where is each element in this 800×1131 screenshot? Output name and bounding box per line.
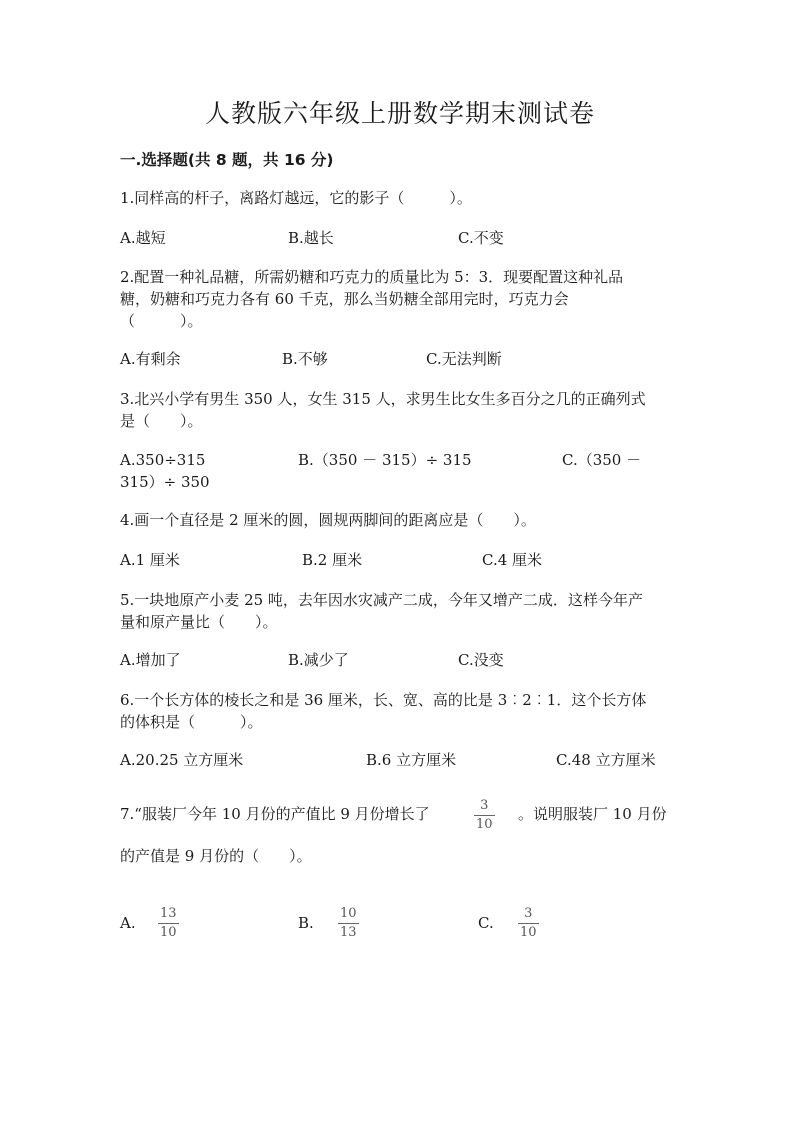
question-1-option-c: C.不变 (458, 229, 504, 247)
fraction-denominator: 10 (520, 925, 537, 940)
question-4-stem: 4.画一个直径是 2 厘米的圆，圆规两脚间的距离应是（ ）。 (120, 511, 536, 529)
question-6-option-a: A.20.25 立方厘米 (120, 751, 244, 769)
question-7-option-b-label: B. (298, 914, 314, 932)
question-4-option-c: C.4 厘米 (482, 551, 543, 569)
question-6-option-c: C.48 立方厘米 (556, 751, 656, 769)
question-3-option-b: B.（350 － 315）÷ 315 (298, 451, 472, 469)
fraction-bar (518, 923, 539, 924)
question-7-option-a-fraction (158, 907, 179, 940)
question-7-option-a-label: A. (120, 914, 136, 932)
question-1-stem: 1.同样高的杆子，离路灯越远，它的影子（ ）。 (120, 189, 472, 207)
question-3-option-c-continued: 315）÷ 350 (120, 473, 210, 491)
question-4-option-b: B.2 厘米 (302, 551, 363, 569)
question-2-option-a: A.有剩余 (120, 350, 181, 368)
question-2-stem-line-2: 糖，奶糖和巧克力各有 60 千克，那么当奶糖全部用完时，巧克力会 (120, 290, 569, 308)
question-3-stem-line-1: 3.北兴小学有男生 350 人，女生 315 人，求男生比女生多百分之几的正确列式 (120, 390, 646, 408)
question-1-option-a: A.越短 (120, 229, 166, 247)
question-5-option-a: A.增加了 (120, 651, 181, 669)
question-6-option-b: B.6 立方厘米 (366, 751, 457, 769)
question-6-stem-line-2: 的体积是（ ）。 (120, 713, 263, 731)
question-7-option-b-fraction (338, 907, 359, 940)
question-3-option-c: C.（350 － (562, 451, 642, 469)
question-5-stem-line-2: 量和原产量比（ ）。 (120, 613, 278, 631)
question-7-option-c-label: C. (478, 914, 494, 932)
page-title: 人教版六年级上册数学期末测试卷 (204, 99, 595, 128)
question-6-stem-line-1: 6.一个长方体的棱长之和是 36 厘米，长、宽、高的比是 3︰2︰1．这个长方体 (120, 691, 647, 709)
question-4-option-a: A.1 厘米 (120, 551, 180, 569)
question-5-option-c: C.没变 (458, 651, 504, 669)
fraction-denominator: 10 (160, 925, 177, 940)
question-7-stem-line-1-pre: 7.“服装厂今年 10 月份的产值比 9 月份增长了 (120, 805, 430, 823)
question-3-stem-line-2: 是（ ）。 (120, 412, 203, 430)
fraction-bar (474, 815, 495, 816)
question-2-stem-line-3: （ ）。 (120, 312, 203, 330)
fraction-denominator: 10 (476, 817, 493, 832)
question-7-fraction (474, 799, 495, 832)
fraction-numerator: 10 (340, 906, 357, 921)
fraction-numerator: 3 (524, 906, 533, 921)
question-5-stem-line-1: 5.一块地原产小麦 25 吨，去年因水灾减产二成，今年又增产二成．这样今年产 (120, 591, 643, 609)
fraction-bar (338, 923, 359, 924)
question-2-option-c: C.无法判断 (426, 350, 502, 368)
fraction-bar (158, 923, 179, 924)
question-2-stem-line-1: 2.配置一种礼品糖，所需奶糖和巧克力的质量比为 5：3．现要配置这种礼品 (120, 268, 624, 286)
question-5-option-b: B.减少了 (288, 651, 349, 669)
question-7-stem-line-2: 的产值是 9 月份的（ ）。 (120, 847, 312, 865)
fraction-numerator: 3 (480, 798, 489, 813)
question-7-option-c-fraction (518, 907, 539, 940)
question-2-option-b: B.不够 (282, 350, 328, 368)
fraction-denominator: 13 (340, 925, 357, 940)
question-1-option-b: B.越长 (288, 229, 334, 247)
section-heading: 一.选择题(共 8 题，共 16 分) (120, 151, 334, 169)
question-3-option-a: A.350÷315 (120, 451, 206, 469)
fraction-numerator: 13 (160, 906, 177, 921)
question-7-stem-line-1-post: 。说明服装厂 10 月份 (518, 805, 667, 823)
